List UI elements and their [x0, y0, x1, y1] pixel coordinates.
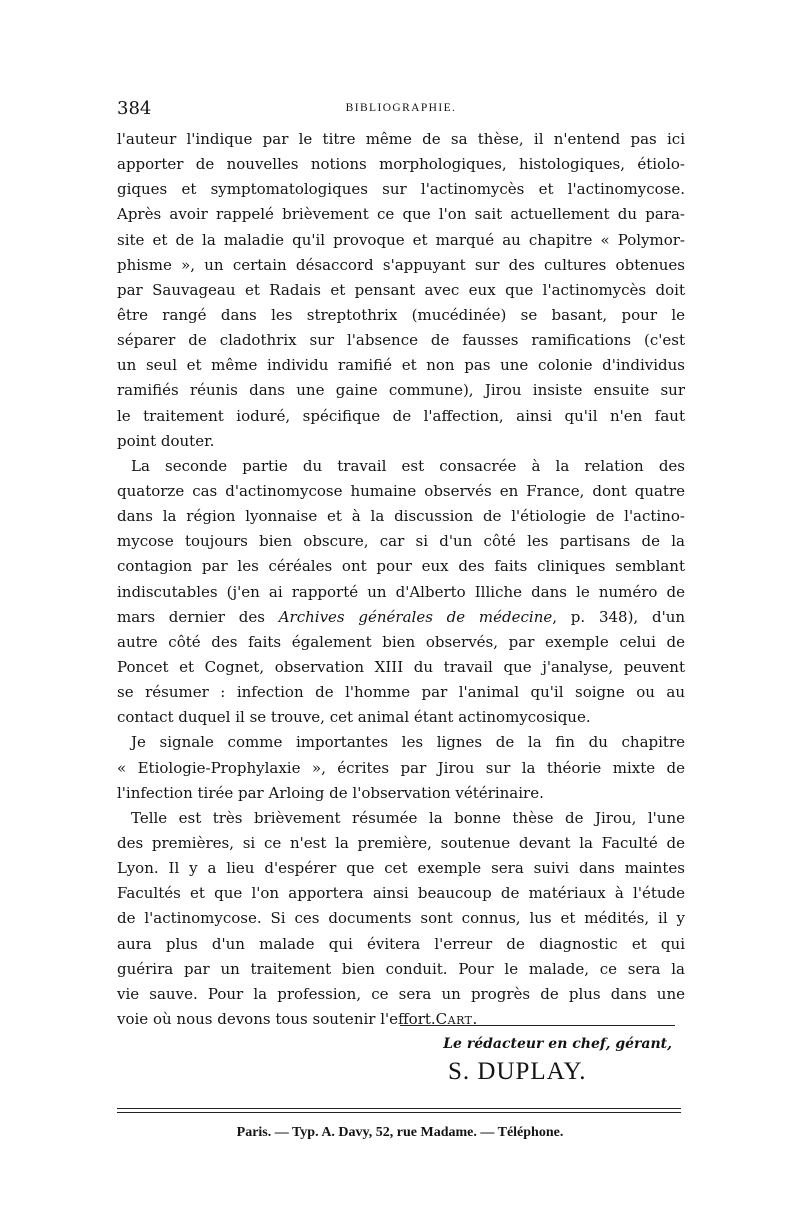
- text-line: par Sauvageau et Radais et pensant avec eux que l'actinomycès doit: [117, 280, 685, 299]
- journal-title: Archives générales de médecine: [278, 607, 553, 626]
- text-line: un seul et même individu ramifié et non pas une colonie d'individus: [117, 356, 685, 375]
- text-fragment: , p. 348), d'un: [552, 607, 685, 626]
- text-line: séparer de cladothrix sur l'absence de fausses ramifications (c'est: [117, 331, 685, 350]
- text-fragment: mars dernier des: [117, 607, 279, 626]
- text-line: indiscutables (j'en ai rapporté un d'Alberto Illiche dans le numéro de: [117, 582, 685, 601]
- author-signature: Cart.: [435, 1009, 478, 1028]
- double-rule: [117, 1108, 681, 1113]
- text-line: dans la région lyonnaise et à la discussion de l'étiologie de l'actino-: [117, 507, 685, 526]
- text-line: aura plus d'un malade qui évitera l'erreur de diagnostic et qui: [117, 934, 685, 953]
- divider-rule: [400, 1025, 675, 1026]
- text-line: Facultés et que l'on apportera ainsi beaucoup de matériaux à l'étude: [117, 884, 685, 903]
- text-line: vie sauve. Pour la profession, ce sera un progrès de plus dans une: [117, 984, 685, 1003]
- text-line: point douter.: [117, 431, 215, 450]
- text-line: être rangé dans les streptothrix (mucédinée) se basant, pour le: [117, 305, 685, 324]
- signoff-line: [117, 1007, 685, 1032]
- text-line: Lyon. Il y a lieu d'espérer que cet exemple sera suivi dans maintes: [117, 859, 685, 878]
- printer-imprint: Paris. — Typ. A. Davy, 52, rue Madame. — Téléphone.: [236, 1125, 564, 1140]
- paragraph-start: La seconde partie du travail est consacrée à la relation des: [131, 456, 685, 475]
- paragraph-start: Telle est très brièvement résumée la bonne thèse de Jirou, l'une: [131, 808, 685, 827]
- page-number: 384: [117, 98, 152, 119]
- page-header: [117, 98, 685, 128]
- text-line: site et de la maladie qu'il provoque et marqué au chapitre « Polymor-: [117, 230, 685, 249]
- text-line: ramifiés réunis dans une gaine commune), Jirou insiste ensuite sur: [117, 381, 685, 400]
- text-line: autre côté des faits également bien observés, par exemple celui de: [117, 632, 685, 651]
- text-line: mycose toujours bien obscure, car si d'un côté les partisans de la: [117, 532, 685, 551]
- text-line: Poncet et Cognet, observation XIII du travail que j'analyse, peuvent: [117, 657, 685, 676]
- text-line: contact duquel il se trouve, cet animal étant actinomycosique.: [117, 708, 591, 727]
- text-line: « Etiologie-Prophylaxie », écrites par Jirou sur la théorie mixte de: [117, 758, 685, 777]
- text-line: des premières, si ce n'est la première, soutenue devant la Faculté de: [117, 833, 685, 852]
- text-line: phisme », un certain désaccord s'appuyant sur des cultures obtenues: [117, 255, 685, 274]
- text-fragment: voie où nous devons tous soutenir l'effort.: [117, 1009, 436, 1028]
- paragraph-start: Je signale comme importantes les lignes de la fin du chapitre: [131, 733, 685, 752]
- citation-line: [117, 605, 685, 630]
- text-line: guérira par un traitement bien conduit. Pour le malade, ce sera la: [117, 959, 685, 978]
- editor-caption: Le rédacteur en chef, gérant,: [443, 1036, 672, 1052]
- text-line: le traitement ioduré, spécifique de l'affection, ainsi qu'il n'en faut: [117, 406, 685, 425]
- text-line: giques et symptomatologiques sur l'actinomycès et l'actinomycose.: [117, 180, 685, 199]
- text-line: l'auteur l'indique par le titre même de sa thèse, il n'entend pas ici: [117, 130, 685, 148]
- running-head: BIBLIOGRAPHIE.: [345, 102, 457, 114]
- text-line: quatorze cas d'actinomycose humaine observés en France, dont quatre: [117, 481, 685, 500]
- body-text: [117, 127, 685, 1032]
- text-line: contagion par les céréales ont pour eux des faits cliniques semblant: [117, 557, 685, 576]
- text-line: apporter de nouvelles notions morphologiques, histologiques, étiolo-: [117, 155, 685, 174]
- text-line: l'infection tirée par Arloing de l'observation vétérinaire.: [117, 783, 544, 802]
- editor-name: S. DUPLAY.: [448, 1058, 587, 1085]
- text-line: Après avoir rappelé brièvement ce que l'on sait actuellement du para-: [117, 205, 685, 224]
- text-line: de l'actinomycose. Si ces documents sont connus, lus et médités, il y: [117, 909, 685, 928]
- text-line: se résumer : infection de l'homme par l'animal qu'il soigne ou au: [117, 683, 685, 702]
